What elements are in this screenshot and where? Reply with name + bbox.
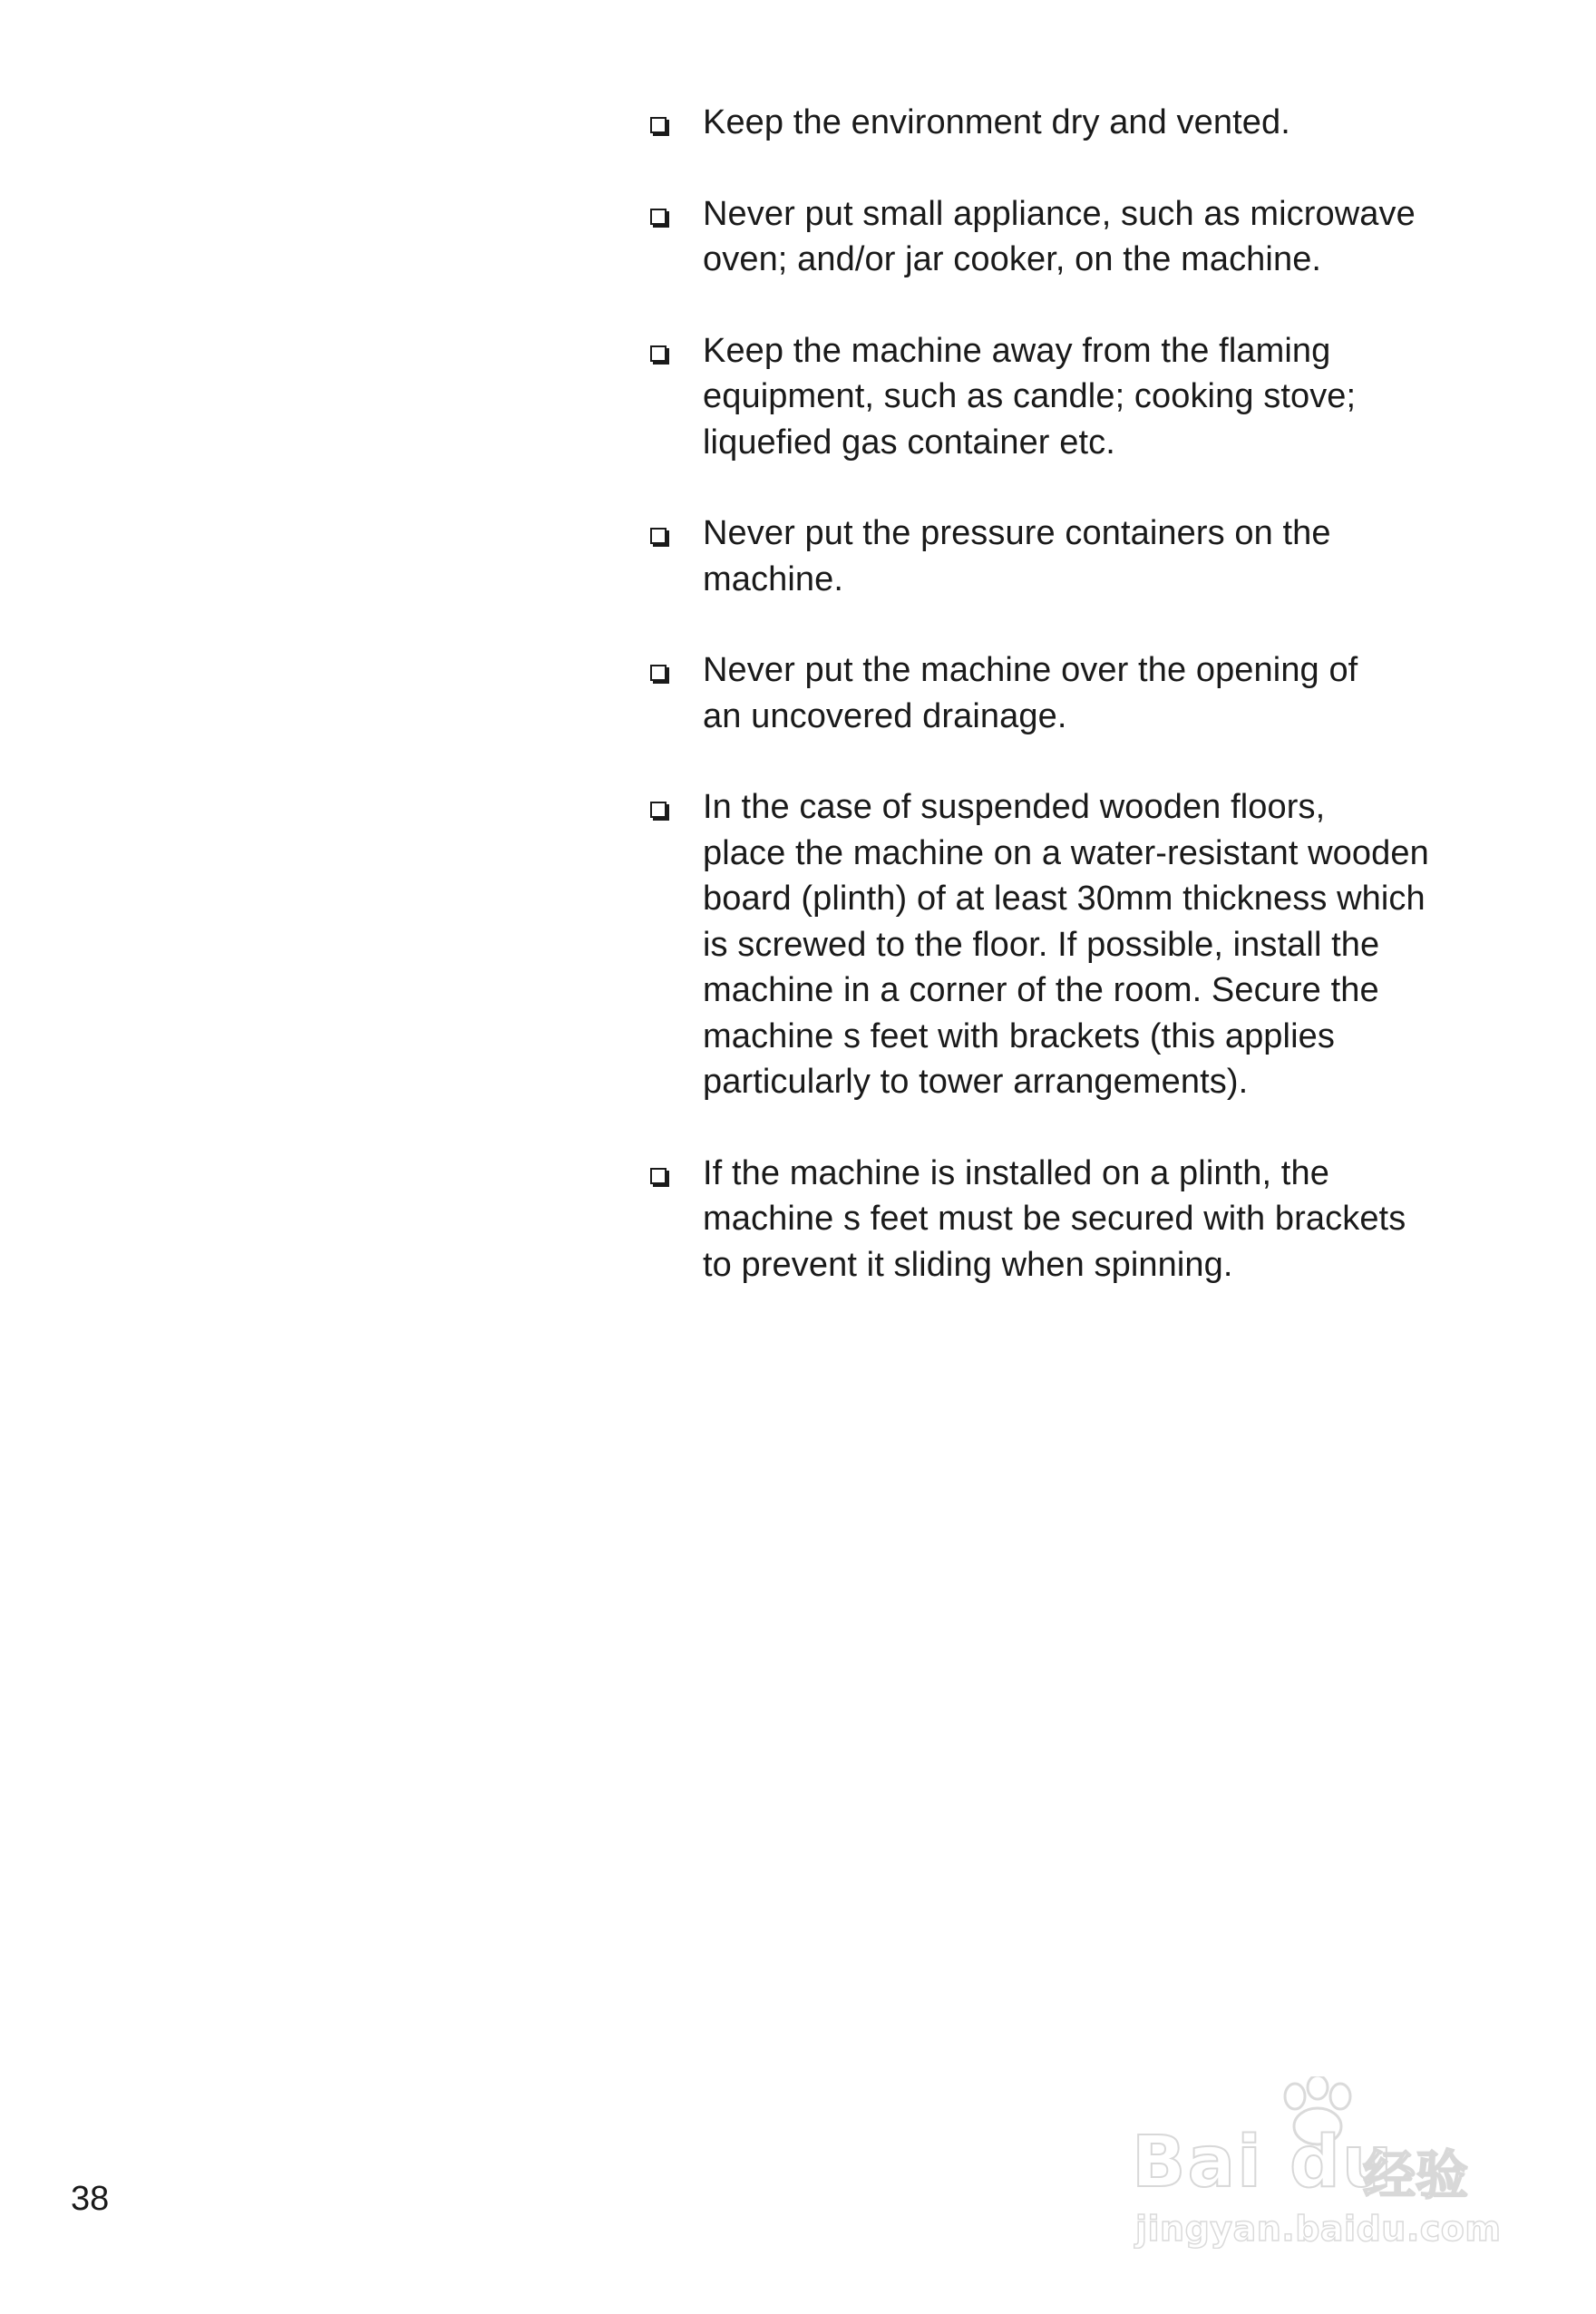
list-item — [650, 191, 1494, 283]
list-item-text: Never put the pressure containers on the machine. — [703, 514, 1331, 598]
watermark-brand: Bai du — [1132, 2122, 1395, 2203]
page-number: 38 — [71, 2180, 110, 2218]
baidu-jingyan-watermark — [1132, 2076, 1513, 2258]
list-item-text: Keep the machine away from the flaming equipment, such as candle; cooking stove; liquefied gas container etc. — [703, 331, 1357, 462]
watermark-cn: 经验 — [1363, 2144, 1469, 2206]
checkbox-bullet-icon — [650, 802, 667, 818]
checkbox-bullet-icon — [650, 345, 667, 362]
list-item-text: If the machine is installed on a plinth, the machine s feet must be secured with brackets to prevent it sliding when spinning. — [703, 1153, 1406, 1284]
list-item — [650, 510, 1494, 602]
list-item-text: Keep the environment dry and vented. — [703, 103, 1290, 141]
list-item — [650, 1151, 1494, 1288]
list-item — [650, 784, 1494, 1105]
checkbox-bullet-icon — [650, 528, 667, 544]
checkbox-bullet-icon — [650, 665, 667, 681]
list-item-text: Never put the machine over the opening of an uncovered drainage. — [703, 651, 1358, 735]
list-item-text: In the case of suspended wooden floors, place the machine on a water-resistant wooden board (plinth) of at least 30mm thickness which is screwed to the floor. If possible, install the machine in a corner of the room. Secure the machine s feet with brackets (this applies particularly to tower arrangements). — [703, 788, 1429, 1101]
checkbox-bullet-icon — [650, 209, 667, 225]
list-item-text: Never put small appliance, such as microwave oven; and/or jar cooker, on the machine. — [703, 194, 1416, 278]
watermark-url: jingyan.baidu.com — [1135, 2209, 1502, 2249]
list-item — [650, 647, 1494, 739]
checklist — [650, 100, 1494, 1333]
list-item — [650, 328, 1494, 466]
checkbox-bullet-icon — [650, 117, 667, 133]
checkbox-bullet-icon — [650, 1168, 667, 1184]
list-item — [650, 100, 1494, 146]
